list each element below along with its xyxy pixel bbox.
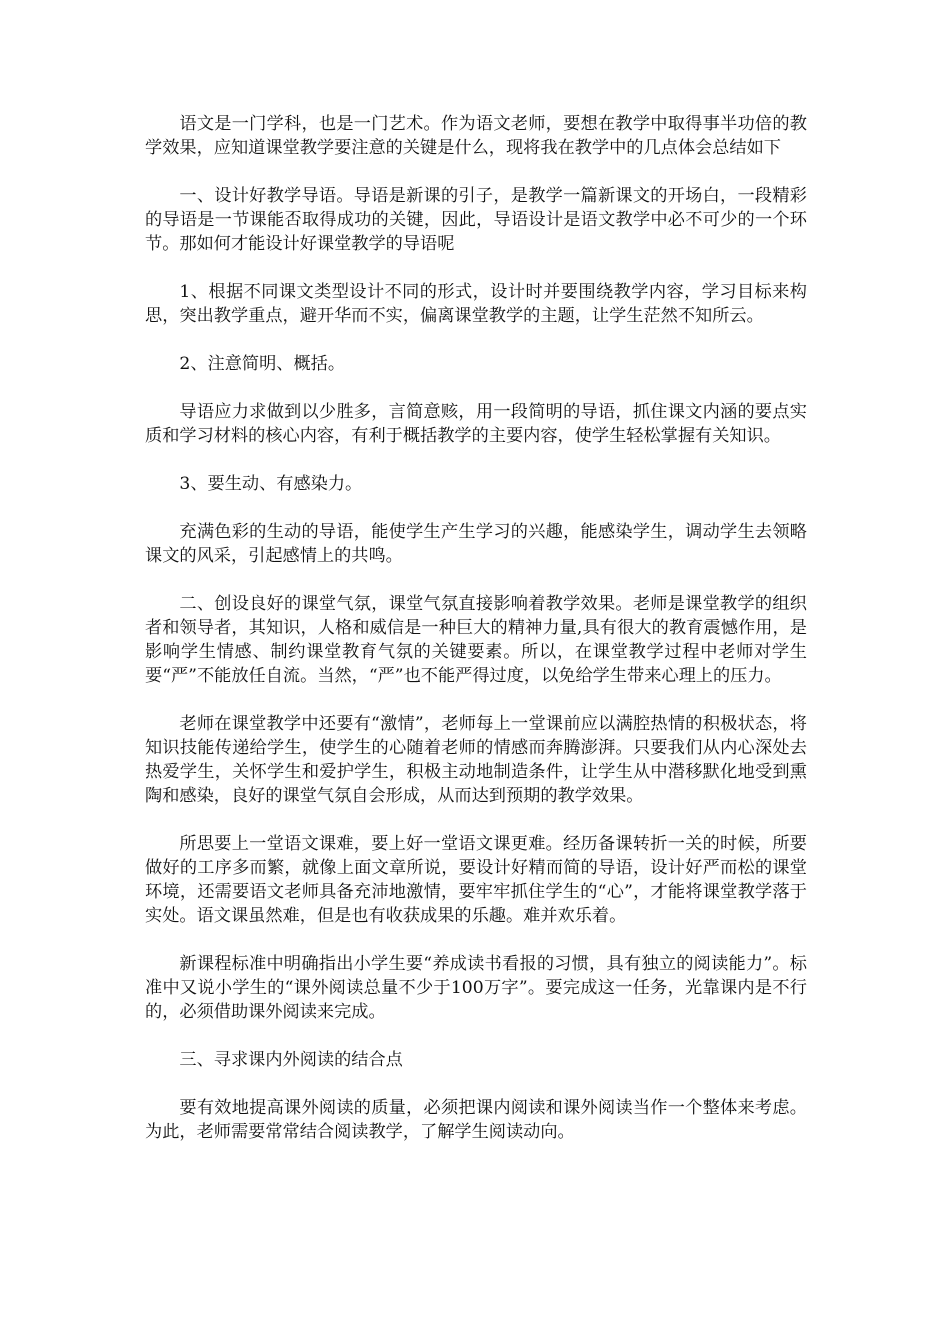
paragraph-section-three-heading: 三、寻求课内外阅读的结合点	[179, 1050, 403, 1070]
paragraph-passion: 老师在课堂教学中还要有“激情”，老师每上一堂课前应以满腔热情的积极状态，将知识技能传递给学生，使学生的心随着老师的情感而奔腾澎湃。只要我们从内心深处去热爱学生，关怀学生和爱护学生，积极主动地制造条件，让学生从中潜移默化地受到熏陶和感染，良好的课堂气氛自会形成，从而达到预期的教学效果。	[145, 714, 807, 806]
paragraph-point-3-heading: 3、要生动、有感染力。	[179, 474, 363, 494]
paragraph-point-3-body: 充满色彩的生动的导语，能使学生产生学习的兴趣，能感染学生，调动学生去领略课文的风采，引起感情上的共鸣。	[145, 522, 807, 566]
paragraph-section-three-body: 要有效地提高课外阅读的质量，必须把课内阅读和课外阅读当作一个整体来考虑。为此，老师需要常常结合阅读教学，了解学生阅读动向。	[145, 1098, 807, 1142]
paragraph-point-2-heading: 2、注意简明、概括。	[179, 354, 346, 374]
paragraph-point-1: 1、根据不同课文类型设计不同的形式，设计时并要围绕教学内容，学习目标来构思，突出教学重点，避开华而不实，偏离课堂教学的主题，让学生茫然不知所云。	[145, 282, 807, 326]
paragraph-section-two: 二、创设良好的课堂气氛，课堂气氛直接影响着教学效果。老师是课堂教学的组织者和领导者，其知识，人格和威信是一种巨大的精神力量,具有很大的教育震憾作用，是影响学生情感、制约课堂教育气氛的关键要素。所以，在课堂教学过程中老师对学生要“严”不能放任自流。当然，“严”也不能严得过度，以免给学生带来心理上的压力。	[145, 594, 807, 686]
document-page	[145, 112, 807, 1168]
paragraph-point-2-body: 导语应力求做到以少胜多，言简意赅，用一段简明的导语，抓住课文内涵的要点实质和学习材料的核心内容，有利于概括教学的主要内容，使学生轻松掌握有关知识。	[145, 402, 807, 446]
paragraph-reflection: 所思要上一堂语文课难，要上好一堂语文课更难。经历备课转折一关的时候，所要做好的工序多而繁，就像上面文章所说，要设计好精而简的导语，设计好严而松的课堂环境，还需要语文老师具备充沛地激情，要牢牢抓住学生的“心”，才能将课堂教学落于实处。语文课虽然难，但是也有收获成果的乐趣。难并欢乐着。	[145, 834, 807, 926]
paragraph-curriculum-standard: 新课程标准中明确指出小学生要“养成读书看报的习惯，具有独立的阅读能力”。标准中又说小学生的“课外阅读总量不少于100万字”。要完成这一任务，光靠课内是不行的，必须借助课外阅读来完成。	[145, 954, 807, 1022]
paragraph-section-one-heading: 一、设计好教学导语。导语是新课的引子，是教学一篇新课文的开场白，一段精彩的导语是一节课能否取得成功的关键，因此，导语设计是语文教学中必不可少的一个环节。那如何才能设计好课堂教学的导语呢	[145, 186, 807, 254]
paragraph-intro: 语文是一门学科，也是一门艺术。作为语文老师，要想在教学中取得事半功倍的教学效果，应知道课堂教学要注意的关键是什么，现将我在教学中的几点体会总结如下	[145, 114, 807, 158]
